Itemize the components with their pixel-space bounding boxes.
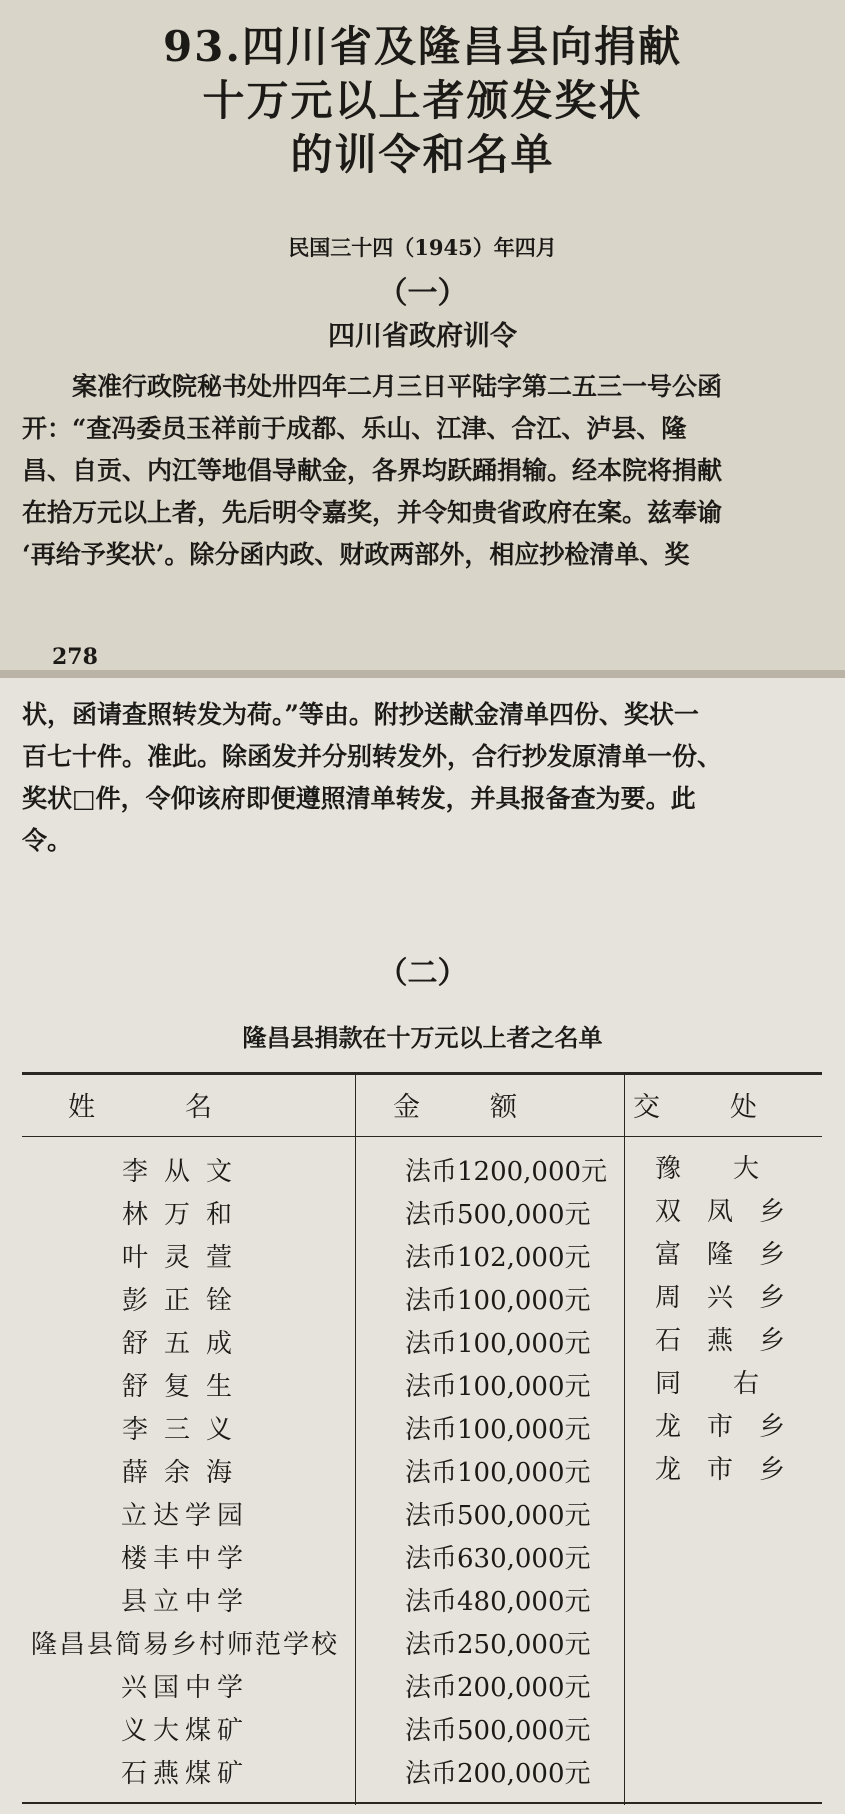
paragraph-2 (22, 694, 832, 862)
donor-name: 李从文 (121, 1157, 248, 1187)
donor-amount: 法币100,000元 (405, 1415, 591, 1445)
donor-amount: 法币1200,000元 (405, 1157, 608, 1187)
donor-name: 县立中学 (120, 1587, 249, 1617)
donor-amount: 法币100,000元 (405, 1458, 591, 1488)
donor-name: 隆昌县简易乡村师范学校 (30, 1630, 339, 1660)
table-header-rule (22, 1136, 822, 1137)
paragraph-2-line: 状，函请查照转发为荷。”等由。附抄送献金清单四份、奖状一 (22, 700, 699, 729)
donation-place: 周 兴 乡 (655, 1283, 786, 1313)
title-line-2: 十万元以上者颁发奖状 (202, 76, 643, 125)
donor-amount: 法币200,000元 (405, 1759, 591, 1789)
column-divider-1 (355, 1075, 356, 1805)
section-2-heading: 隆昌县捐款在十万元以上者之名单 (242, 1023, 603, 1052)
upper-page (0, 0, 845, 672)
donation-place: 石 燕 乡 (655, 1326, 786, 1356)
donor-amount: 法币100,000元 (405, 1329, 591, 1359)
table-top-rule (22, 1072, 822, 1075)
paragraph-1-line: 在拾万元以上者，先后明令嘉奖，并令知贵省政府在案。兹奉谕 (22, 498, 723, 527)
column-divider-2 (624, 1075, 625, 1805)
donor-name: 李三义 (121, 1415, 248, 1445)
donor-amount: 法币500,000元 (405, 1716, 591, 1746)
donor-name: 立达学园 (120, 1501, 249, 1531)
donor-name: 楼丰中学 (120, 1544, 249, 1574)
donor-amount: 法币500,000元 (405, 1501, 591, 1531)
donor-name: 彭正铨 (121, 1286, 248, 1316)
paragraph-2-line: 百七十件。准此。除函发并分别转发外，合行抄发原清单一份、 (22, 742, 723, 771)
section-1-label: （一） (377, 276, 468, 311)
title-line-3: 的训令和名单 (290, 130, 555, 179)
donor-amount: 法币630,000元 (405, 1544, 591, 1574)
donor-amount: 法币102,000元 (405, 1243, 591, 1273)
table-bottom-rule (22, 1802, 822, 1804)
paragraph-1-line: 案准行政院秘书处卅四年二月三日平陆字第二五三一号公函 (22, 372, 723, 401)
donor-name: 兴国中学 (120, 1673, 249, 1703)
donor-name: 叶灵萱 (121, 1243, 248, 1273)
donor-amount: 法币200,000元 (405, 1673, 591, 1703)
paragraph-1-line: 开：“查冯委员玉祥前于成都、乐山、江津、合江、泸县、隆 (22, 414, 687, 443)
paragraph-2-line: 令。 (22, 826, 73, 855)
donor-name: 石燕煤矿 (120, 1759, 249, 1789)
paragraph-1-line: ‘再给予奖状’。除分函内政、财政两部外，相应抄检清单、奖 (22, 540, 690, 569)
donor-name: 舒复生 (121, 1372, 248, 1402)
donor-amount: 法币250,000元 (405, 1630, 591, 1660)
paragraph-2-line: 奖状□件，令仰该府即便遵照清单转发，并具报备查为要。此 (22, 784, 696, 813)
donor-name: 薛余海 (121, 1458, 248, 1488)
section-1-heading: 四川省政府训令 (328, 321, 517, 352)
title-line-1: 93.四川省及隆昌县向捐献 (162, 22, 683, 71)
donation-place: 同 右 (655, 1369, 760, 1399)
donor-amount: 法币100,000元 (405, 1286, 591, 1316)
donation-place: 双 凤 乡 (655, 1197, 786, 1227)
donation-place: 龙 市 乡 (655, 1412, 786, 1442)
donor-name: 舒五成 (121, 1329, 248, 1359)
donation-place: 龙 市 乡 (655, 1455, 786, 1485)
donor-name: 义大煤矿 (120, 1716, 249, 1746)
donation-place: 富 隆 乡 (655, 1240, 786, 1270)
donor-amount: 法币100,000元 (405, 1372, 591, 1402)
header-place: 交处 (633, 1092, 827, 1123)
paragraph-1 (22, 366, 832, 576)
donation-place: 豫 大 (655, 1154, 760, 1184)
section-2-label: （二） (377, 956, 468, 991)
donor-amount: 法币480,000元 (405, 1587, 591, 1617)
document-date: 民国三十四（1945）年四月 (288, 235, 557, 260)
header-name: 姓名 (68, 1092, 302, 1123)
header-amount: 金额 (393, 1092, 587, 1123)
donor-name: 林万和 (121, 1200, 248, 1230)
donor-amount: 法币500,000元 (405, 1200, 591, 1230)
paragraph-1-line: 昌、自贡、内江等地倡导献金，各界均跃踊捐输。经本院将捐献 (22, 456, 723, 485)
page-number: 278 (52, 644, 98, 670)
